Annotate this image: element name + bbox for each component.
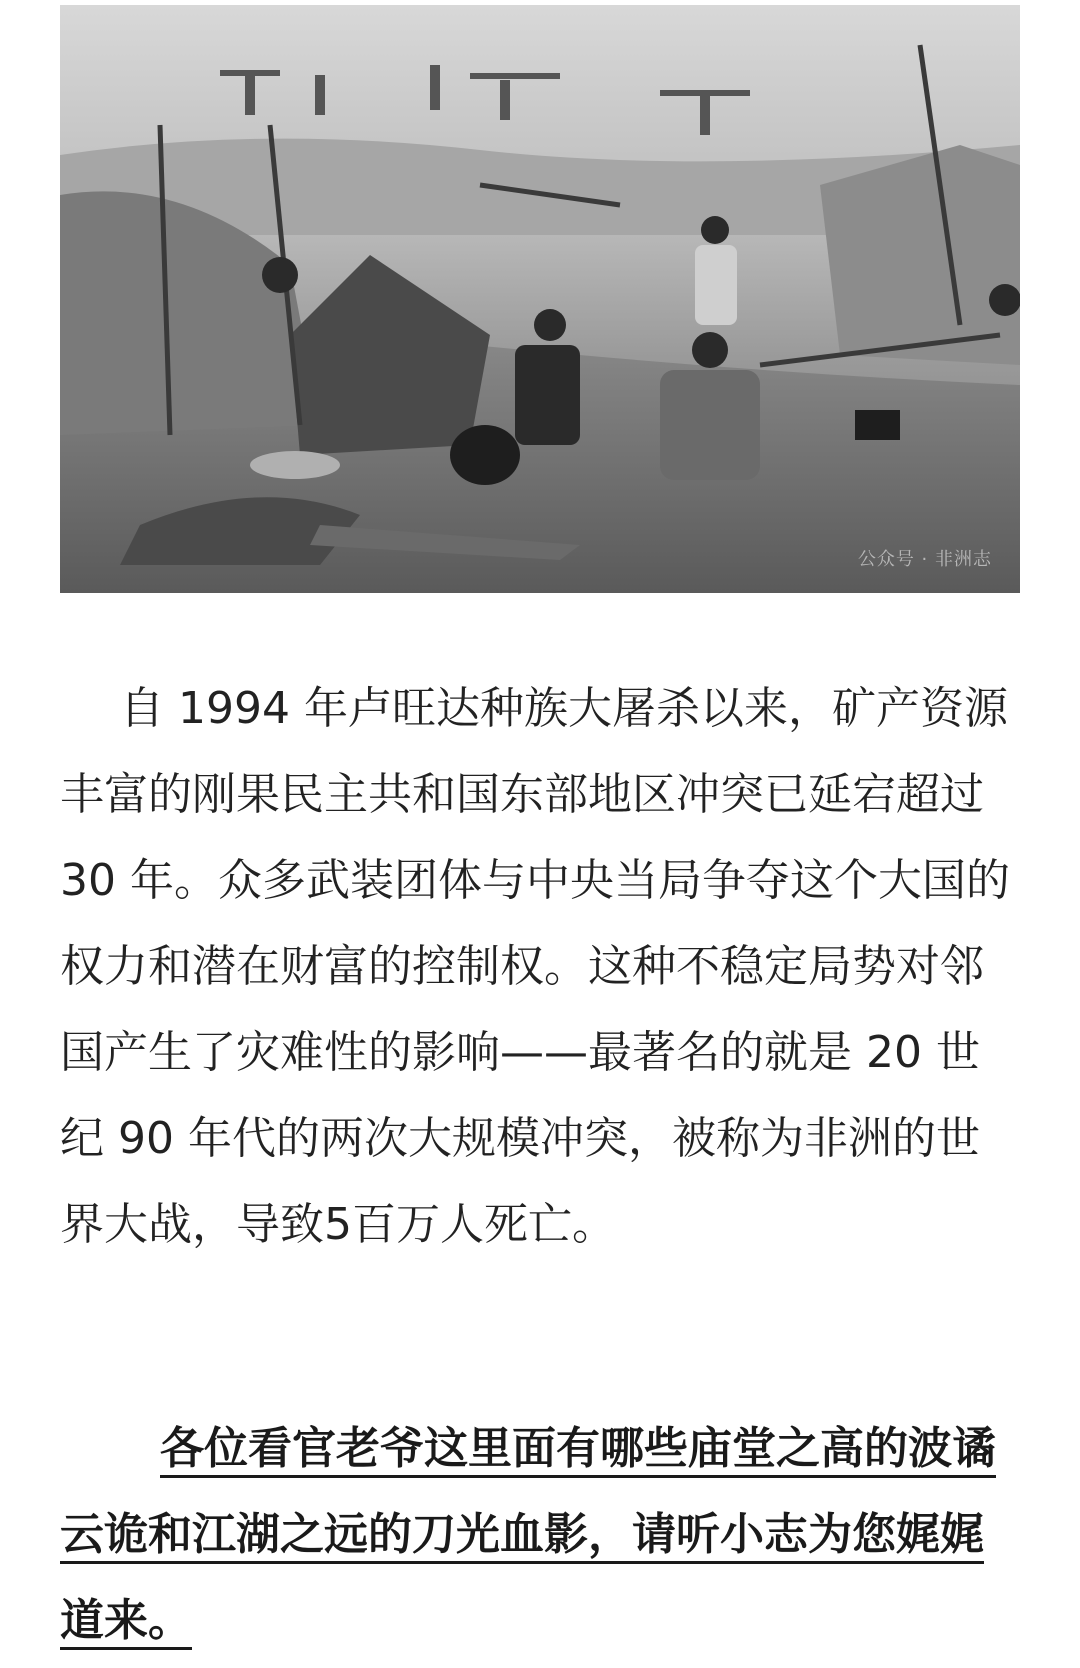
article-paragraph-1: 自 1994 年卢旺达种族大屠杀以来，矿产资源丰富的刚果民主共和国东部地区冲突已延宕超过 30 年。众多武装团体与中央当局争夺这个大国的权力和潜在财富的控制权。这种不稳定局势对邻国产生了灾难性的影响——最著名的就是 20 世纪 90 年代的两次大规模冲突，被称为非洲的世界大战，导致5百万人死亡。 bbox=[60, 683, 1010, 1250]
photo-illustration bbox=[60, 5, 1020, 593]
underlined-callout-text: 各位看官老爷这里面有哪些庙堂之高的波谲云诡和江湖之远的刀光血影，请听小志为您娓娓道来。 bbox=[60, 1423, 996, 1646]
article-paragraph-2 bbox=[60, 1406, 1020, 1664]
refugee-camp-photo bbox=[60, 5, 1020, 593]
photo-watermark: 公众号 · 非洲志 bbox=[857, 549, 992, 570]
